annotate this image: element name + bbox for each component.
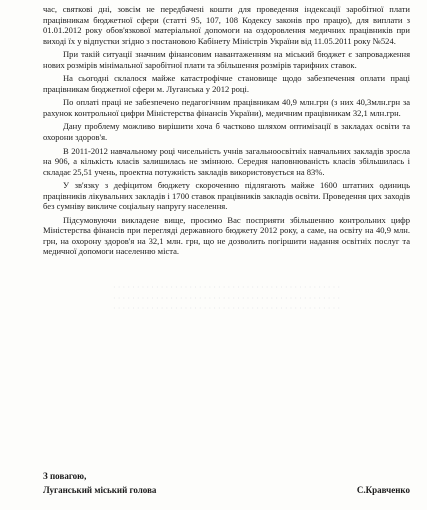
paragraph-2: При такій ситуації значним фінансовим навантаженням на міський бюджет є запровадження нових розмірів мінімальної заробітної плати та збільшення розмірів тарифних ставок. bbox=[43, 49, 410, 70]
signature-name: С.Кравченко bbox=[356, 484, 410, 495]
show-through-text: · · · · · · · · · · · · · · · · · · · · · · · · · · · · · · · · · · · · · · · · · · · · · · · · · · · · · · · · · · · · · · · · · · · · · · · · · · · · · · · · · · · · · · · · · · · · · · · · · · · · · · · · · · · · · · · · · · · · · · · · · · · · · · · · · · · · · · · · · · · · · · · · bbox=[113, 283, 341, 314]
paragraph-4: По оплаті праці не забезпечено педагогічним працівникам 40,9 млн.грн (з них 40,3млн.грн за рахунок контрольної цифри Міністерства фінансів України), медичним працівникам 32,1 млн.грн. bbox=[43, 97, 410, 118]
paragraph-5: Дану проблему можливо вирішити хоча б частково шляхом оптимізації в закладах освіти та охорони здоров'я. bbox=[43, 121, 410, 143]
paragraph-7: У зв'язку з дефіцитом бюджету скороченню підлягають майже 1600 штатних одиниць працівників лікувальних закладів і 1700 ставок працівників закладів освіти. Проведення цих заходів без сумніву викличе соціальну напругу населення. bbox=[43, 180, 410, 212]
paragraph-1: час, святкові дні, зовсім не передбачені кошти для проведення індексації заробітної плати працівникам бюджетної сфери (статті 95, 107, 108 Кодексу законів про працю), для виплати з 01.01.2012 року обов'язкової матеріальної допомоги на оздоровлення медичних працівників при виході їх у відпустки згідно з постановою Кабінету Міністрів України від 11.05.2011 року №524. bbox=[43, 4, 410, 46]
letter-body bbox=[43, 4, 410, 257]
signature-closing: З повагою, bbox=[43, 471, 87, 481]
signature-left bbox=[43, 470, 156, 497]
paragraph-8: Підсумовуючи викладене вище, просимо Вас посприяти збільшенню контрольних цифр Міністерства фінансів при перегляді державного бюджету 2012 року, а саме, на освіту на 40,9 млн. грн, на охорону здоров'я на 32,1 млн. грн, що не дозволить погіршити надання освітніх послуг та медичної допомоги населенню міста. bbox=[43, 214, 410, 257]
paragraph-3: На сьогодні склалося майже катастрофічне становище щодо забезпечення оплати праці працівникам бюджетної сфери м. Луганська у 2012 році. bbox=[43, 73, 410, 94]
paragraph-6: В 2011-2012 навчальному році чисельність учнів загальноосвітніх навчальних закладів зросла на 906, а кількість класів залишилась не змінною. Середня наповнюваність класів збільшилась і складає 25,51 учень, проектна потужність закладів використовується на 83%. bbox=[43, 145, 410, 177]
signature-block bbox=[43, 470, 410, 497]
signature-title: Луганський міський голова bbox=[43, 484, 157, 495]
